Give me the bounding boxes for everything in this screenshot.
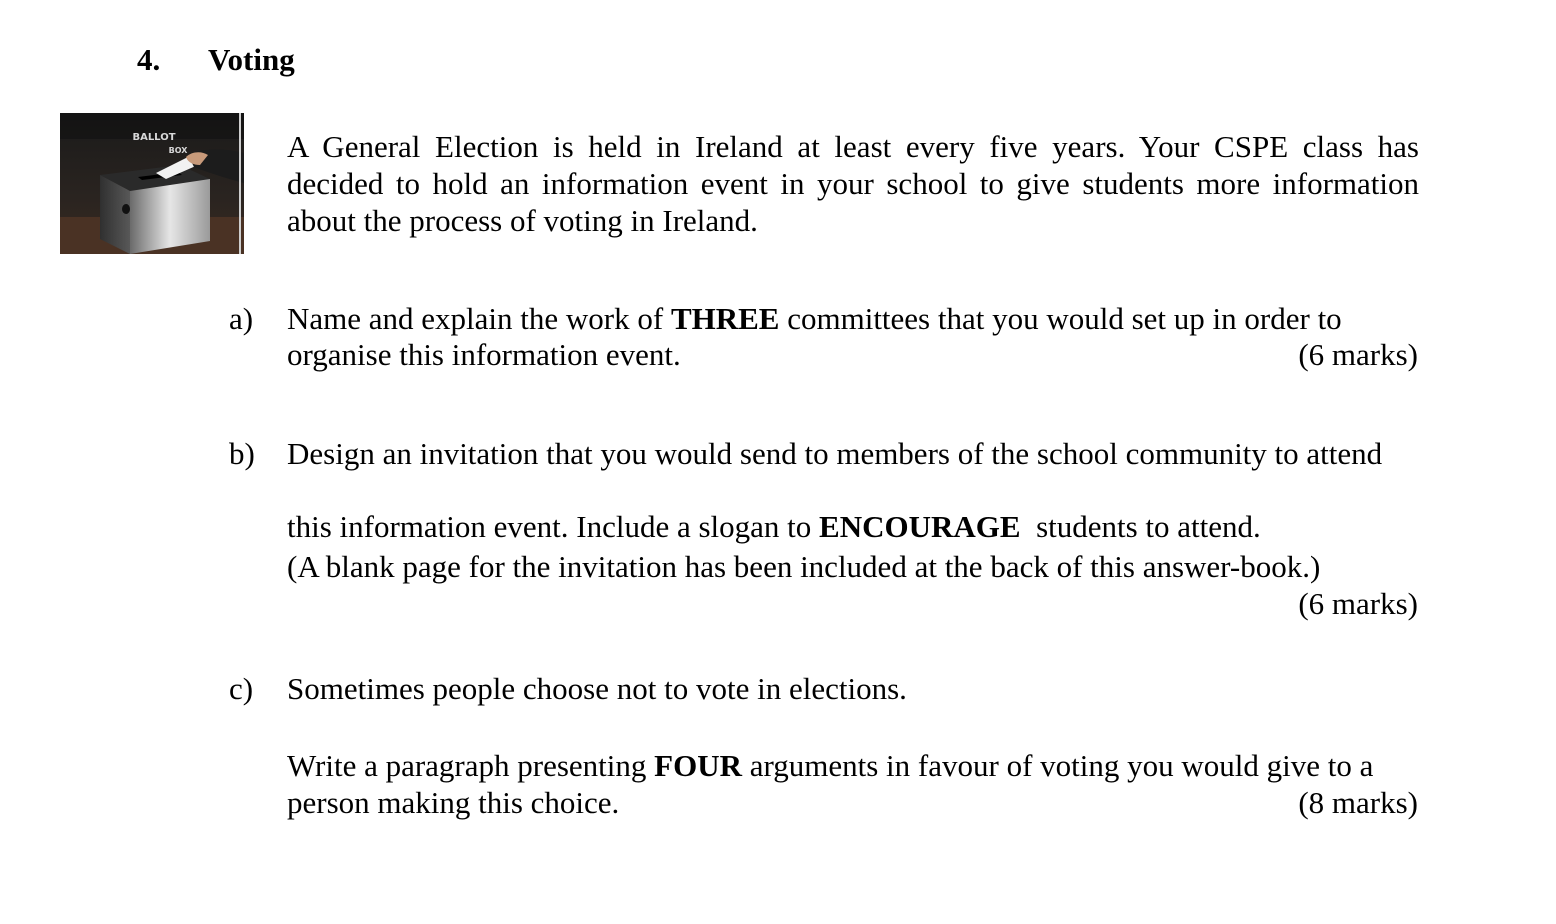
part-a-label: a) — [229, 301, 254, 336]
ballot-box-image — [60, 113, 244, 254]
part-b-line-1: Design an invitation that you would send to members of the school community to attend — [287, 436, 1383, 471]
part-a-line-2: organise this information event. — [287, 337, 681, 372]
part-c-bold: FOUR — [654, 748, 742, 783]
part-c-line-2 — [287, 747, 1419, 784]
part-a-text-1: Name and explain the work of — [287, 301, 671, 336]
part-c-marks: (8 marks) — [1298, 785, 1418, 820]
intro-line-2: decided to hold an information event in your school to give students more information — [287, 166, 1419, 201]
part-b-text-1: this information event. Include a slogan to — [287, 509, 820, 544]
part-b-marks: (6 marks) — [1298, 586, 1418, 621]
part-a-line-1 — [287, 300, 1419, 337]
part-b-line-2 — [287, 471, 1419, 545]
part-a-bold: THREE — [670, 301, 780, 336]
ballot-label-1: BALLOT — [132, 132, 176, 143]
part-c-label: c) — [229, 671, 254, 706]
part-c-line-1: Sometimes people choose not to vote in elections. — [287, 671, 907, 706]
part-a-marks: (6 marks) — [1298, 337, 1418, 372]
question-title: Voting — [208, 42, 295, 77]
part-b-text-2: students to attend. — [1020, 509, 1261, 544]
part-c-line-3: person making this choice. — [287, 785, 620, 820]
intro-line-1: A General Election is held in Ireland at least every five years. Your CSPE class has — [287, 129, 1419, 164]
part-c-text-2: arguments in favour of voting you would give to a — [741, 748, 1374, 783]
ballot-label-2: BOX — [168, 146, 188, 155]
part-b-note: (A blank page for the invitation has been included at the back of this answer-book.) — [287, 549, 1321, 584]
part-b-label: b) — [229, 436, 255, 471]
part-b-bold: ENCOURAGE — [819, 509, 1021, 544]
part-a-text-2: committees that you would set up in order to — [779, 301, 1342, 336]
intro-line-3: about the process of voting in Ireland. — [287, 203, 758, 238]
question-number: 4. — [137, 42, 161, 77]
part-c-text-1: Write a paragraph presenting — [287, 748, 655, 783]
